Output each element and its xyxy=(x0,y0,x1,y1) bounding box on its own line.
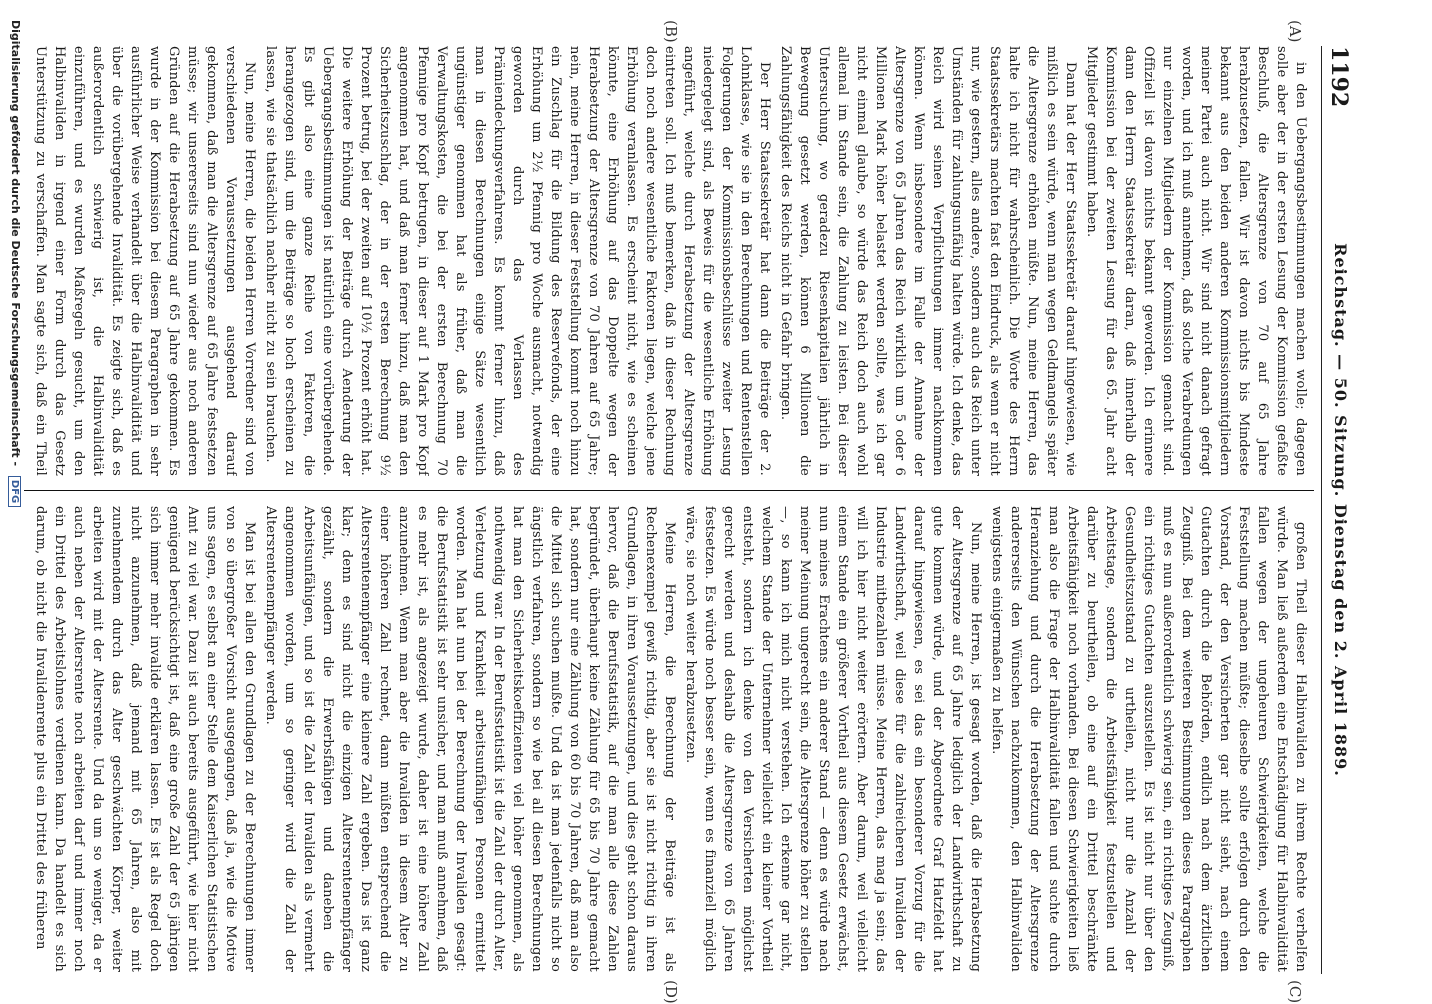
right-paragraph: Meine Herren, die Berechnung der Beiträge ist als Rechenexempel gewiß richtig, aber sie ist nicht richtig in ihren Grundlagen, in ihren Voraussetzungen, und dies geht schon daraus hervor, daß die Berufsstatistik, auf die man alle diese Zahlen begründet, überhaupt keine Zählung für 65 bis 70 Jahre gemacht hat, sondern nur eine Zählung von 60 bis 70 Jahren, daß man also die Mittel sich suchen mußte. Und da ist man jedenfalls nicht so ängstlich verfahren, sondern so wie bei all diesen Berechnungen hat man den Sicherheitskoeffizienten viel höher genommen, als nothwendig war. In der Berufsstatistik ist die Zahl der durch Alter, Verletzung und Krankheit arbeitsunfähigen Personen ermittelt worden. Man hat nun bei der Berechnung der Invaliden gesagt: die Berufsstatistik ist sehr unsicher, und man muß annehmen, daß es mehr ist, als angezeigt wurde, daher ist eine höhere Zahl anzunehmen. Wenn man aber die Invaliden in diesem Alter zu einer höheren Zahl rechnet, dann müßten entsprechend die Altersrentenempfänger eine kleinere Zahl ergeben. Das ist ganz klar; denn es sind nicht die einzigen Altersrentenempfänger gezählt, sondern die Erwerbsfähigen und daneben die Arbeitsunfähigen, und so ist die Zahl der Invaliden als vermehrt angenommen worden, um so geringer wird die Zahl der Altersrentenempfänger werden. xyxy=(263,506,677,972)
left-paragraph: in den Uebergangsbestimmungen machen wolle; dagegen solle aber der in der ersten Lesung der Kommission gefaßte Beschluß, die Altersgrenze von 70 auf 65 Jahre herabzusetzen, fallen. Wir ist davon nichts bis Mindeste bekannt aus den beiden anderen Kommissionsmitgliedern meiner Partei auch nicht. Wir sind nicht danach gefragt worden, und ich muß annehmen, daß solche Verabredungen nur einzelnen Mitgliedern der Kommission gemacht sind. Offiziell ist davon nichts bekannt geworden. Ich erinnere dann den Herrn Staatssekretär daran, daß innerhalb der Kommission bei der zweiten Lesung für das 65. Jahr acht Mitglieder gestimmt haben. xyxy=(1084,46,1308,476)
margin-marker-c: (C) xyxy=(1286,980,1304,1004)
page-number: 1192 xyxy=(1326,46,1352,108)
right-column xyxy=(30,506,1310,972)
page-header xyxy=(1318,46,1358,974)
right-paragraph: Nun, meine Herren, ist gesagt worden, daß die Herabsetzung der Altersgrenze auf 65 Jahre lediglich der Landwirthschaft zu gute kommen würde, und der Abgeordnete Graf Hatzfeldt hat darauf hingewiesen, es sei das ein besonderer Vorzug für die Landwirthschaft, weil diese für die zahlreicheren Invaliden der Industrie mitbezahlen müsse. Meine Herren, das mag ja sein; das will ich hier nicht weiter erörtern. Aber darum, weil vielleicht einem Stande ein größerer Vortheil aus diesem Gesetz erwächst, nun meines Erachtens ein anderer Stand — denn es würde nach meiner Meinung ungerecht sein, die Altersgrenze höher zu stellen —, so kann ich mich nicht verstehen. Ich erkenne gar nicht, welchem Stande der Unternehmer vielleicht ein kleiner Vortheil entsteht, sondern ich denke von den Versicherten möglichst gerecht werden und deshalb die Altersgrenze von 65 Jahren festsetzen. Es würde noch besser sein, wenn es finanziell möglich wäre, sie noch weiter herabzusetzen. xyxy=(683,506,983,972)
margin-marker-a: (A) xyxy=(1286,20,1304,43)
dfg-logo: DFG xyxy=(8,476,21,507)
running-title: Reichstag. — 50. Sitzung. Dienstag den 2. April 1889. xyxy=(1331,243,1350,777)
credit-text: Digitalisierung gefördert durch die Deutsche Forschungsgemeinschaft - xyxy=(9,20,22,467)
column-divider xyxy=(24,490,1314,491)
digitization-credit xyxy=(8,20,22,980)
right-paragraph: Man ist bei allen den Grundlagen zu der Berechnungen immer von so übergroßer Vorsicht ausgegangen, daß ja, wie die Motive uns sagen, es selbst an einer Stelle dem Kaiserlichen Statistischen Amt zu viel war. Dazu ist auch bereits ausgeführt, wie hier nicht genügend berücksichtigt ist, daß eine große Zahl der 65 jährigen sich immer mehr invalide erklären lassen. Es ist als Regel doch nicht anzunehmen, daß jemand mit 65 Jahren, also mit zunehmendem durch das Alter geschwächten Körper, weiter arbeiten wird mit der Altersrente. Und da um so weniger, da er auch neben der Altersrente noch arbeiten darf und immer noch ein Drittel des Arbeitslohnes verdienen kann. Da handelt es sich darum, ob nicht die Invalidenrente plus ein Drittel des früheren xyxy=(33,506,257,972)
margin-marker-d: (D) xyxy=(662,980,680,1004)
margin-marker-b: (B) xyxy=(662,20,680,43)
left-paragraph: Nun, meine Herren, die beiden Herren Vorredner sind von verschiedenen Voraussetzungen ausgehend darauf gekommen, daß man die Altersgrenze auf 65 Jahre festsetzen müsse; wir unsererseits sind nun wieder aus noch anderen Gründen auf die Herabsetzung auf 65 Jahre gekommen. Es wurde in der Kommission bei diesem Paragraphen in sehr ausführlicher Weise verhandelt über die Halbinvalidität und über die vorübergehende Invalidität. Es zeigte sich, daß es außerordentlich schwierig ist, die Halbinvalidität einzuführen, und es wurden Maßregeln gesucht, um den Halbinvaliden in irgend einer Form durch das Gesetz Unterstützung zu verschaffen. Man sagte sich, daß ein Theil xyxy=(33,46,257,476)
left-paragraph: Dann hat der Herr Staatssekretär darauf hingewiesen, wie mißlich es sein würde, wenn man wegen Geldmangels später die Altersgrenze erhöhen müßte. Nun, meine Herren, das halte ich nicht für wahrscheinlich. Die Worte des Herrn Staatssekretärs machten fast den Eindruck, als wenn er nicht nur, wie gestern, alles andere, sondern auch das Reich unter Umständen für zahlungsunfähig halten würde. Ich denke, das Reich wird seinen Verpflichtungen immer nachkommen können. Wenn insbesondere im Falle der Annahme der Altersgrenze von 65 Jahren das Reich wirklich um 5 oder 6 Millionen Mark höher belastet werden sollte, was ich gar nicht einmal glaube, so würde das Reich doch auch wohl allemal im Stande sein, die Zahlung zu leisten. Bei dieser Untersuchung, wo geradezu Riesenkapitalien jährlich in Bewegung gesetzt werden, können 6 Millionen die Zahlungsfähigkeit des Reichs nicht in Gefahr bringen. xyxy=(778,46,1078,476)
left-paragraph: Der Herr Staatssekretär hat dann die Beiträge der 2. Lohnklasse, wie sie in den Berechnungen und Rentenstellen Folgerungen der Kommissionsbeschlüsse zweiter Lesung niedergelegt sind, als Beweis für die wesentliche Erhöhung angeführt, welche durch Herabsetzung der Altersgrenze eintreten soll. Ich muß bemerken, daß in dieser Rechnung doch noch andere wesentliche Faktoren liegen, welche jene Erhöhung veranlassen. Es erscheint nicht, wie es scheinen könnte, eine Erhöhung auf das Doppelte wegen der Herabsetzung der Altersgrenze von 70 Jahren auf 65 Jahre; nein, meine Herren, in dieser Feststellung kommt noch hinzu ein Zuschlag für die Bildung des Reservefonds, der eine Erhöhung um 2½ Pfennig pro Woche ausmacht, notwendig geworden durch das Verlassen des Prämiendeckungsverfahrens. Es kommt ferner hinzu, daß man in diesen Berechnungen einige Sätze wesentlich ungünstiger genommen hat als früher, daß man die Verwaltungskosten, die bei der ersten Berechnung 70 Pfennige pro Kopf betrugen, in dieser auf 1 Mark pro Kopf angenommen hat, und daß man ferner hinzu, daß man den Sicherheitszuschlag, der in der ersten Berechnung 9½ Prozent betrug, bei der zweiten auf 10½ Prozent erhöht hat. Die weitere Erhöhung der Beiträge durch Aenderung der Uebergangsbestimmungen ist natürlich eine vorübergehende. Es gibt also eine ganze Reihe von Faktoren, die herangezogen sind, um die Beiträge so hoch erscheinen zu lassen, wie sie thatsächlich nachher nicht zu sein brauchen. xyxy=(263,46,772,476)
left-column xyxy=(30,46,1310,476)
header-rule xyxy=(1321,46,1322,974)
right-paragraph: großen Theil dieser Halbinvaliden zu ihrem Rechte verhelfen würde. Man ließ außerdem eine Entschädigung für Halbinvalidität fallen wegen der ungeheuren Schwierigkeiten, welche die Feststellung machen müßte; dieselbe sollte erfolgen durch den Vorstand, der den Versicherten gar nicht sieht, nach einem Gutachten durch die Behörden, endlich nach dem ärztlichen Zeugniß. Bei dem weiteren Bestimmungen dieses Paragraphen muß es nun außerordentlich schwierig sein, ein richtiges Zeugniß, ein richtiges Gutachten auszustellen. Es ist nicht nur über den Gesundheitszustand zu urtheilen, nicht nur die Anzahl der Arbeitstage, sondern die Arbeitsfähigkeit festzustellen und darüber zu beurtheilen, ob eine auf ein Drittel beschränkte Arbeitsfähigkeit noch vorhanden. Bei diesen Schwierigkeiten ließ man also die Frage der Halbinvalidität fallen und suchte durch Heranziehung und durch die Herabsetzung der Altersgrenze andererseits den Wünschen nachzukommen, den Halbinvaliden wenigstens einigermaßen zu helfen. xyxy=(989,506,1308,972)
